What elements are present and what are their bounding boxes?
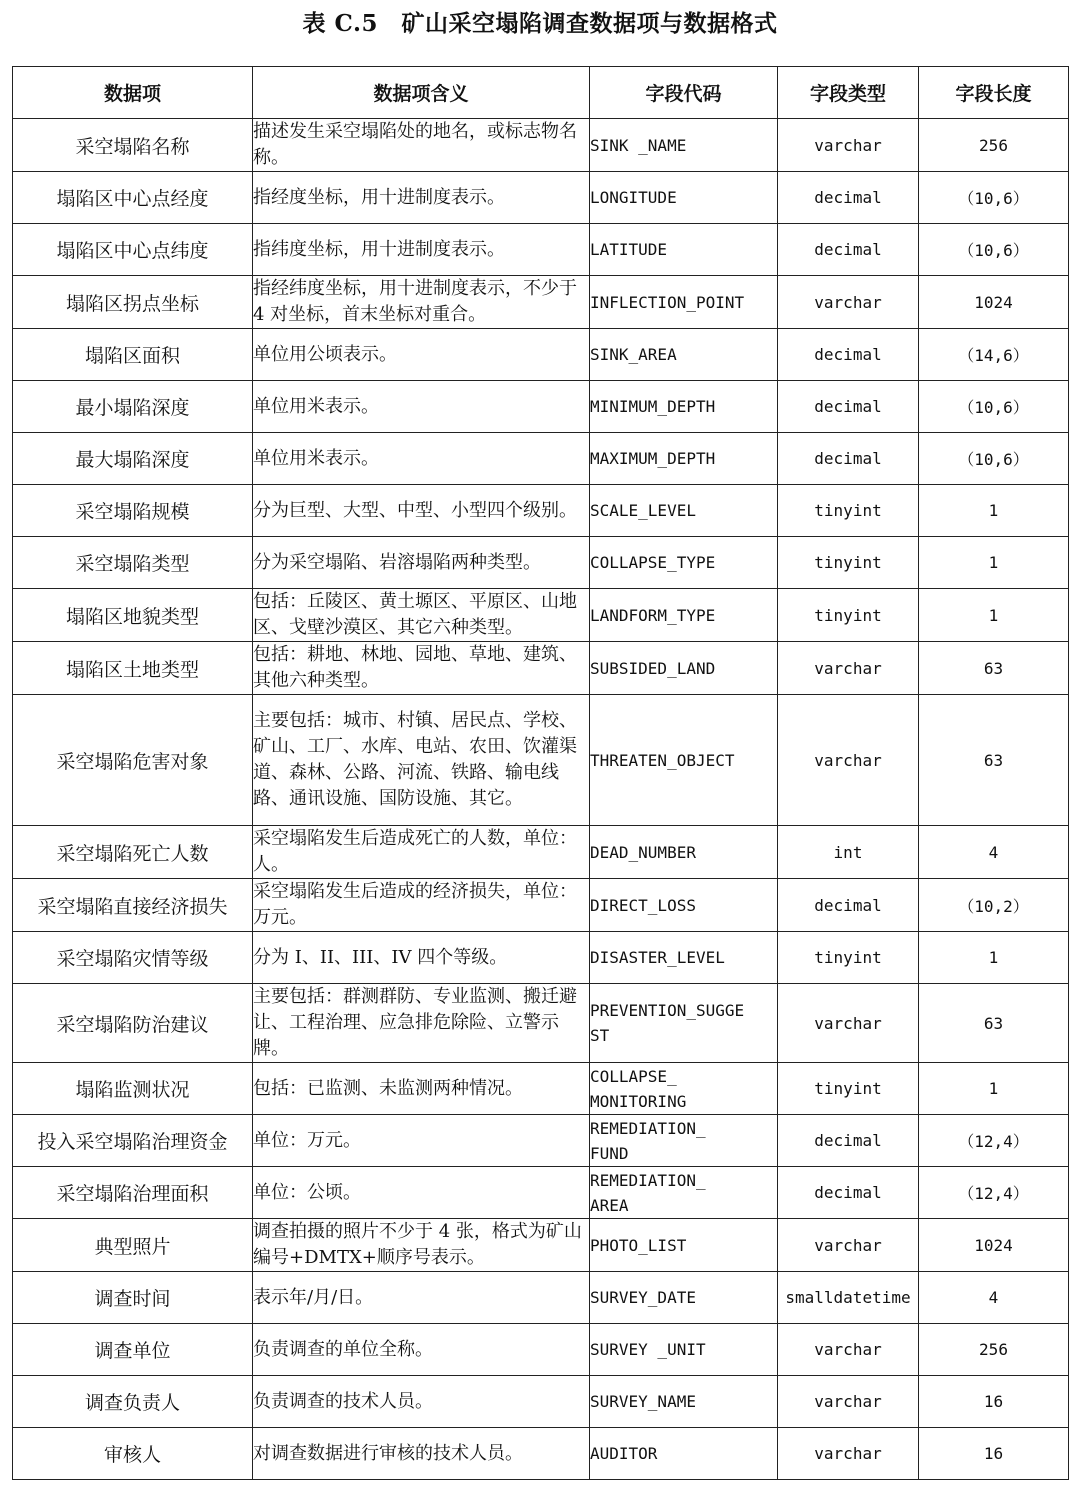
cell-item: 采空塌陷类型 — [13, 537, 253, 589]
header-type: 字段类型 — [778, 67, 919, 119]
cell-code: SURVEY _UNIT — [590, 1324, 778, 1376]
table-row — [13, 119, 1069, 172]
cell-meaning: 负责调查的技术人员。 — [253, 1376, 590, 1428]
cell-type: decimal — [778, 433, 919, 485]
cell-item: 投入采空塌陷治理资金 — [13, 1115, 253, 1167]
cell-type: varchar — [778, 1376, 919, 1428]
header-length: 字段长度 — [919, 67, 1069, 119]
cell-type: varchar — [778, 119, 919, 172]
cell-type: decimal — [778, 381, 919, 433]
cell-length: （10,6） — [919, 224, 1069, 276]
table-row — [13, 485, 1069, 537]
data-table — [12, 66, 1069, 1480]
cell-code: AUDITOR — [590, 1428, 778, 1480]
cell-length: （10,6） — [919, 433, 1069, 485]
cell-code: MINIMUM_DEPTH — [590, 381, 778, 433]
cell-item: 塌陷区地貌类型 — [13, 589, 253, 642]
cell-meaning: 采空塌陷发生后造成死亡的人数，单位：人。 — [253, 826, 590, 879]
cell-meaning: 调查拍摄的照片不少于 4 张，格式为矿山编号+DMTX+顺序号表示。 — [253, 1219, 590, 1272]
cell-type: varchar — [778, 1219, 919, 1272]
table-row — [13, 1428, 1069, 1480]
cell-item: 典型照片 — [13, 1219, 253, 1272]
cell-type: varchar — [778, 276, 919, 329]
cell-length: （12,4） — [919, 1115, 1069, 1167]
cell-code: SURVEY_NAME — [590, 1376, 778, 1428]
cell-meaning: 分为采空塌陷、岩溶塌陷两种类型。 — [253, 537, 590, 589]
cell-length: 1 — [919, 537, 1069, 589]
cell-item: 塌陷区中心点纬度 — [13, 224, 253, 276]
cell-item: 塌陷区中心点经度 — [13, 172, 253, 224]
cell-length: （12,4） — [919, 1167, 1069, 1219]
table-row — [13, 1376, 1069, 1428]
cell-meaning: 指纬度坐标，用十进制度表示。 — [253, 224, 590, 276]
cell-length: （10,2） — [919, 879, 1069, 932]
cell-code: INFLECTION_POINT — [590, 276, 778, 329]
cell-type: varchar — [778, 984, 919, 1063]
cell-code: SINK_AREA — [590, 329, 778, 381]
cell-type: varchar — [778, 695, 919, 826]
cell-type: tinyint — [778, 537, 919, 589]
table-row — [13, 1219, 1069, 1272]
cell-meaning: 单位用米表示。 — [253, 381, 590, 433]
cell-length: 1024 — [919, 276, 1069, 329]
cell-item: 采空塌陷治理面积 — [13, 1167, 253, 1219]
cell-code: MAXIMUM_DEPTH — [590, 433, 778, 485]
cell-meaning: 单位：公顷。 — [253, 1167, 590, 1219]
cell-length: 256 — [919, 119, 1069, 172]
cell-length: （10,6） — [919, 381, 1069, 433]
cell-meaning: 包括：丘陵区、黄土塬区、平原区、山地区、戈壁沙漠区、其它六种类型。 — [253, 589, 590, 642]
table-row — [13, 1063, 1069, 1115]
cell-type: decimal — [778, 329, 919, 381]
cell-length: 63 — [919, 695, 1069, 826]
cell-type: tinyint — [778, 1063, 919, 1115]
cell-length: 63 — [919, 984, 1069, 1063]
cell-item: 采空塌陷防治建议 — [13, 984, 253, 1063]
cell-meaning: 包括：已监测、未监测两种情况。 — [253, 1063, 590, 1115]
cell-code: PHOTO_LIST — [590, 1219, 778, 1272]
table-row — [13, 381, 1069, 433]
table-row — [13, 537, 1069, 589]
cell-type: tinyint — [778, 485, 919, 537]
table-row — [13, 695, 1069, 826]
table-row — [13, 433, 1069, 485]
table-row — [13, 1115, 1069, 1167]
cell-item: 采空塌陷灾情等级 — [13, 932, 253, 984]
cell-meaning: 指经纬度坐标，用十进制度表示，不少于 4 对坐标，首末坐标对重合。 — [253, 276, 590, 329]
cell-length: 1 — [919, 1063, 1069, 1115]
cell-length: 1 — [919, 932, 1069, 984]
cell-length: （10,6） — [919, 172, 1069, 224]
cell-code: SURVEY_DATE — [590, 1272, 778, 1324]
cell-type: smalldatetime — [778, 1272, 919, 1324]
cell-code: DEAD_NUMBER — [590, 826, 778, 879]
cell-code: THREATEN_OBJECT — [590, 695, 778, 826]
cell-code: SINK _NAME — [590, 119, 778, 172]
header-meaning: 数据项含义 — [253, 67, 590, 119]
cell-item: 采空塌陷危害对象 — [13, 695, 253, 826]
cell-meaning: 指经度坐标，用十进制度表示。 — [253, 172, 590, 224]
cell-type: varchar — [778, 1428, 919, 1480]
cell-meaning: 采空塌陷发生后造成的经济损失，单位：万元。 — [253, 879, 590, 932]
cell-type: tinyint — [778, 932, 919, 984]
cell-code: PREVENTION_SUGGE ST — [590, 984, 778, 1063]
cell-length: （14,6） — [919, 329, 1069, 381]
cell-type: varchar — [778, 642, 919, 695]
cell-length: 4 — [919, 826, 1069, 879]
cell-type: decimal — [778, 879, 919, 932]
cell-code: LATITUDE — [590, 224, 778, 276]
cell-code: COLLAPSE_TYPE — [590, 537, 778, 589]
cell-item: 最小塌陷深度 — [13, 381, 253, 433]
header-code: 字段代码 — [590, 67, 778, 119]
cell-meaning: 单位用米表示。 — [253, 433, 590, 485]
cell-code: LANDFORM_TYPE — [590, 589, 778, 642]
cell-meaning: 描述发生采空塌陷处的地名，或标志物名称。 — [253, 119, 590, 172]
cell-meaning: 单位用公顷表示。 — [253, 329, 590, 381]
cell-item: 调查单位 — [13, 1324, 253, 1376]
table-row — [13, 1167, 1069, 1219]
cell-meaning: 主要包括：群测群防、专业监测、搬迁避让、工程治理、应急排危除险、立警示牌。 — [253, 984, 590, 1063]
table-row — [13, 879, 1069, 932]
table-row — [13, 1324, 1069, 1376]
cell-item: 审核人 — [13, 1428, 253, 1480]
cell-item: 塌陷区土地类型 — [13, 642, 253, 695]
header-item: 数据项 — [13, 67, 253, 119]
cell-length: 4 — [919, 1272, 1069, 1324]
cell-meaning: 单位：万元。 — [253, 1115, 590, 1167]
cell-type: decimal — [778, 1167, 919, 1219]
cell-code: DIRECT_LOSS — [590, 879, 778, 932]
cell-code: COLLAPSE_ MONITORING — [590, 1063, 778, 1115]
cell-code: REMEDIATION_ AREA — [590, 1167, 778, 1219]
cell-meaning: 主要包括：城市、村镇、居民点、学校、矿山、工厂、水库、电站、农田、饮灌渠道、森林、公路、河流、铁路、输电线路、通讯设施、国防设施、其它。 — [253, 695, 590, 826]
cell-item: 调查负责人 — [13, 1376, 253, 1428]
cell-length: 16 — [919, 1376, 1069, 1428]
cell-code: SCALE_LEVEL — [590, 485, 778, 537]
cell-type: decimal — [778, 172, 919, 224]
cell-item: 采空塌陷名称 — [13, 119, 253, 172]
cell-item: 塌陷区面积 — [13, 329, 253, 381]
cell-item: 最大塌陷深度 — [13, 433, 253, 485]
cell-length: 1 — [919, 485, 1069, 537]
table-row — [13, 642, 1069, 695]
table-row — [13, 172, 1069, 224]
cell-code: LONGITUDE — [590, 172, 778, 224]
table-row — [13, 589, 1069, 642]
cell-code: SUBSIDED_LAND — [590, 642, 778, 695]
cell-item: 塌陷区拐点坐标 — [13, 276, 253, 329]
cell-item: 采空塌陷死亡人数 — [13, 826, 253, 879]
cell-code: DISASTER_LEVEL — [590, 932, 778, 984]
table-row — [13, 984, 1069, 1063]
cell-code: REMEDIATION_ FUND — [590, 1115, 778, 1167]
cell-length: 16 — [919, 1428, 1069, 1480]
cell-meaning: 对调查数据进行审核的技术人员。 — [253, 1428, 590, 1480]
cell-type: decimal — [778, 224, 919, 276]
cell-type: varchar — [778, 1324, 919, 1376]
cell-meaning: 分为 I、II、III、IV 四个等级。 — [253, 932, 590, 984]
cell-length: 63 — [919, 642, 1069, 695]
cell-meaning: 负责调查的单位全称。 — [253, 1324, 590, 1376]
table-row — [13, 932, 1069, 984]
cell-type: tinyint — [778, 589, 919, 642]
table-row — [13, 224, 1069, 276]
cell-item: 调查时间 — [13, 1272, 253, 1324]
cell-meaning: 表示年/月/日。 — [253, 1272, 590, 1324]
cell-type: decimal — [778, 1115, 919, 1167]
cell-meaning: 分为巨型、大型、中型、小型四个级别。 — [253, 485, 590, 537]
cell-length: 1024 — [919, 1219, 1069, 1272]
cell-item: 采空塌陷规模 — [13, 485, 253, 537]
table-title: 表 C.5 矿山采空塌陷调查数据项与数据格式 — [302, 10, 778, 37]
cell-item: 塌陷监测状况 — [13, 1063, 253, 1115]
table-row — [13, 329, 1069, 381]
table-row — [13, 1272, 1069, 1324]
cell-item: 采空塌陷直接经济损失 — [13, 879, 253, 932]
header-row — [13, 67, 1069, 119]
cell-type: int — [778, 826, 919, 879]
cell-meaning: 包括：耕地、林地、园地、草地、建筑、其他六种类型。 — [253, 642, 590, 695]
cell-length: 1 — [919, 589, 1069, 642]
cell-length: 256 — [919, 1324, 1069, 1376]
table-row — [13, 826, 1069, 879]
table-row — [13, 276, 1069, 329]
